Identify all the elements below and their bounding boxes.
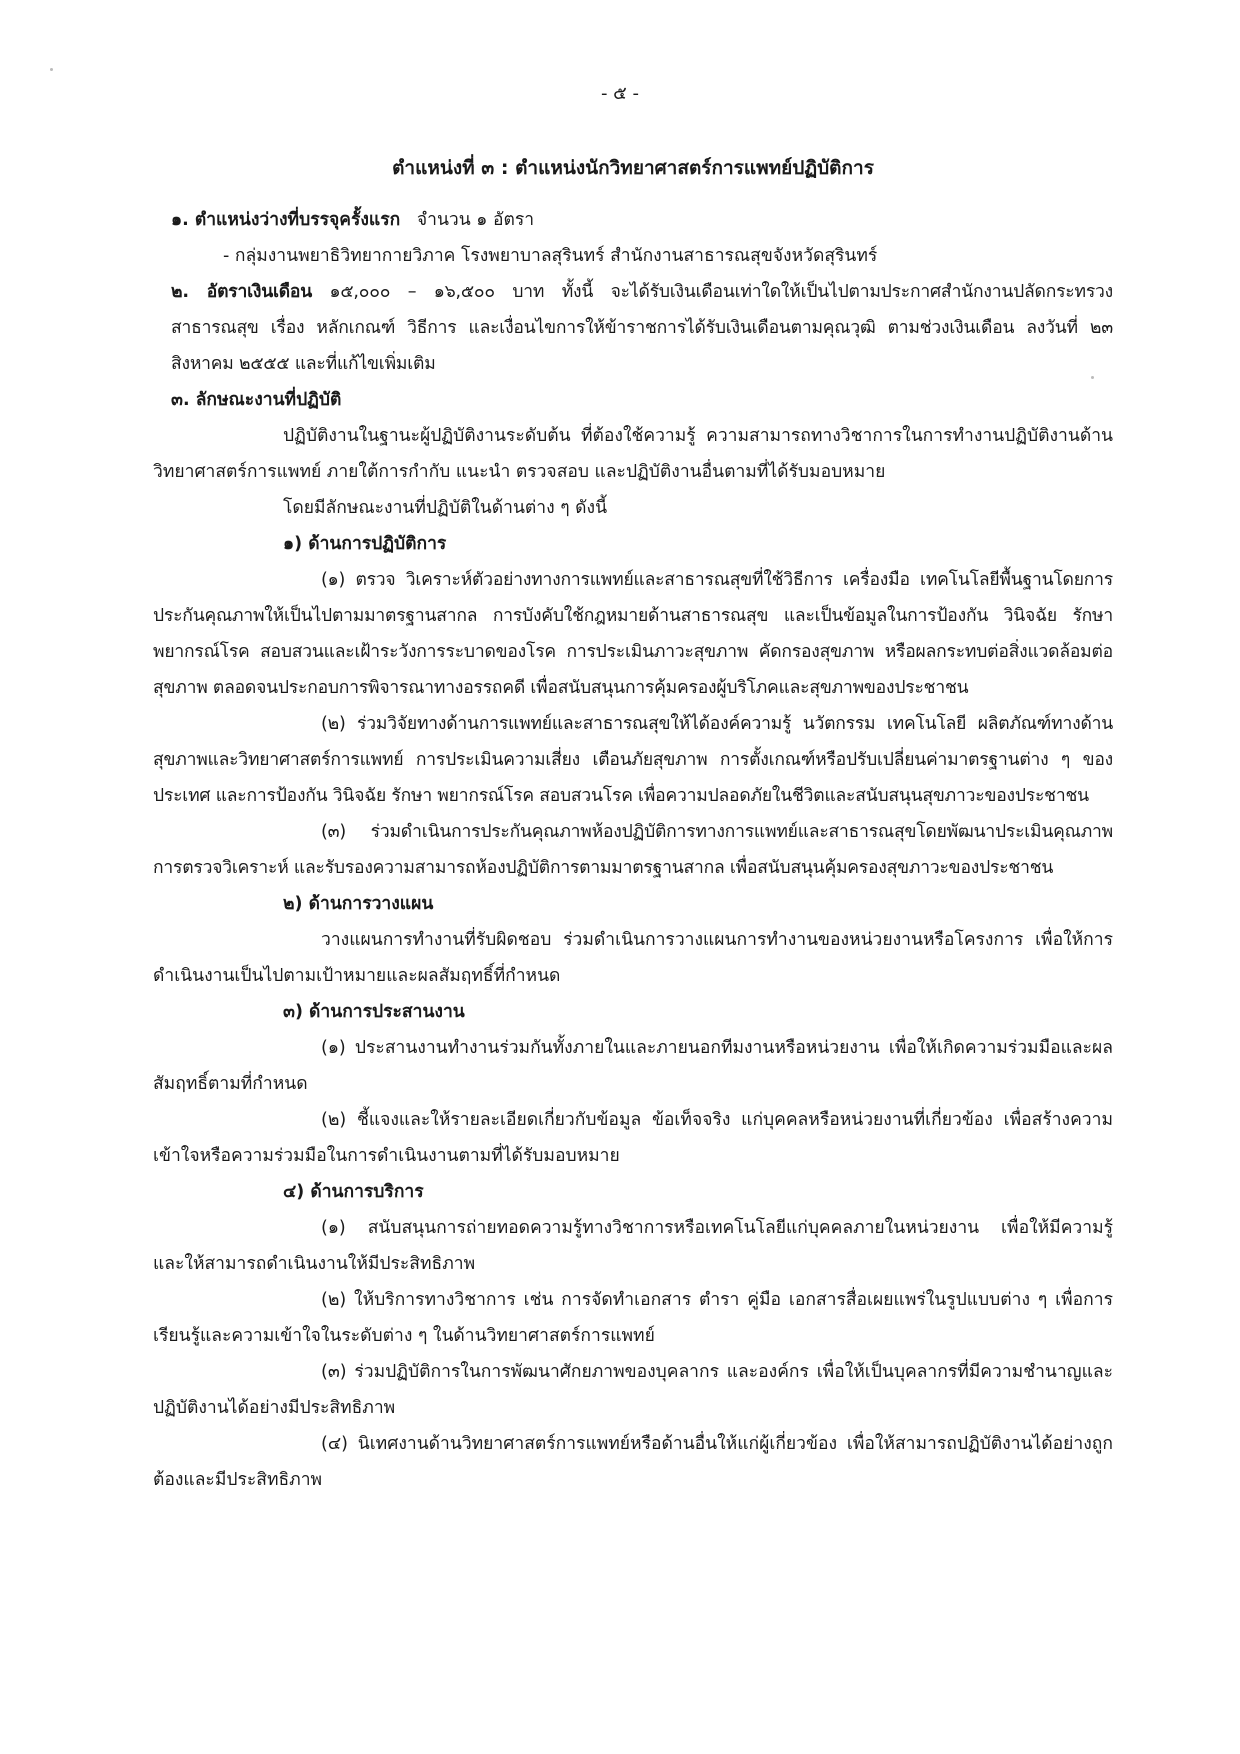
section-1 xyxy=(153,202,1113,238)
page-title: ตำแหน่งที่ ๓ : ตำแหน่งนักวิทยาศาสตร์การแพทย์ปฏิบัติการ xyxy=(392,157,874,179)
duty-planning-heading: ๒) ด้านการวางแผน xyxy=(283,894,434,914)
section-3-heading: ๓. ลักษณะงานที่ปฏิบัติ xyxy=(171,390,342,410)
duty-coordination-heading: ๓) ด้านการประสานงาน xyxy=(283,1002,465,1022)
duty-item: (๑) ประสานงานทำงานร่วมกันทั้งภายในและภายนอกทีมงานหรือหน่วยงาน เพื่อให้เกิดความร่วมมือและผลสัมฤทธิ์ตามที่กำหนด xyxy=(153,1038,1113,1094)
section-2-heading: ๒. อัตราเงินเดือน xyxy=(171,282,312,302)
duty-item: (๑) ตรวจ วิเคราะห์ตัวอย่างทางการแพทย์และสาธารณสุขที่ใช้วิธีการ เครื่องมือ เทคโนโลยีพื้นฐานโดยการประกันคุณภาพให้เป็นไปตามมาตรฐานสากล การบังคับใช้กฎหมายด้านสาธารณสุข และเป็นข้อมูลในการป้องกัน วินิจฉัย รักษา พยากรณ์โรค สอบสวนและเฝ้าระวังการระบาดของโรค การประเมินภาวะสุขภาพ คัดกรองสุขภาพ หรือผลกระทบต่อสิ่งแวดล้อมต่อสุขภาพ ตลอดจนประกอบการพิจารณาทางอรรถคดี เพื่อสนับสนุนการคุ้มครองผู้บริโภคและสุขภาพของประชาชน xyxy=(153,570,1113,698)
duty-item: (๓) ร่วมดำเนินการประกันคุณภาพห้องปฏิบัติการทางการแพทย์และสาธารณสุขโดยพัฒนาประเมินคุณภาพการตรวจวิเคราะห์ และรับรองความสามารถห้องปฏิบัติการตามมาตรฐานสากล เพื่อสนับสนุนคุ้มครองสุขภาวะของประชาชน xyxy=(153,822,1113,878)
document-body xyxy=(153,150,1113,1498)
duty-item: (๓) ร่วมปฏิบัติการในการพัฒนาศักยภาพของบุคลากร และองค์กร เพื่อให้เป็นบุคลากรที่มีความชำนาญและปฏิบัติงานได้อย่างมีประสิทธิภาพ xyxy=(153,1362,1113,1418)
duty-item: วางแผนการทำงานที่รับผิดชอบ ร่วมดำเนินการวางแผนการทำงานของหน่วยงานหรือโครงการ เพื่อให้การดำเนินงานเป็นไปตามเป้าหมายและผลสัมฤทธิ์ที่กำหนด xyxy=(153,930,1113,986)
duty-item: (๒) ร่วมวิจัยทางด้านการแพทย์และสาธารณสุขให้ได้องค์ความรู้ นวัตกรรม เทคโนโลยี ผลิตภัณฑ์ทางด้านสุขภาพและวิทยาศาสตร์การแพทย์ การประเมินความเสี่ยง เตือนภัยสุขภาพ การตั้งเกณฑ์หรือปรับเปลี่ยนค่ามาตรฐานต่าง ๆ ของประเทศ และการป้องกัน วินิจฉัย รักษา พยากรณ์โรค สอบสวนโรค เพื่อความปลอดภัยในชีวิตและสนับสนุนสุขภาวะของประชาชน xyxy=(153,714,1113,806)
duty-service-heading: ๔) ด้านการบริการ xyxy=(283,1182,424,1202)
section-2 xyxy=(153,274,1113,382)
section-1-heading: ๑. ตำแหน่งว่างที่บรรจุครั้งแรก xyxy=(171,210,401,230)
duty-operations-heading: ๑) ด้านการปฏิบัติการ xyxy=(283,534,447,554)
section-3-lead: โดยมีลักษณะงานที่ปฏิบัติในด้านต่าง ๆ ดังนี้ xyxy=(283,498,608,518)
unit-line: - กลุ่มงานพยาธิวิทยากายวิภาค โรงพยาบาลสุรินทร์ สำนักงานสาธารณสุขจังหวัดสุรินทร์ xyxy=(223,246,878,266)
duty-item: (๒) ให้บริการทางวิชาการ เช่น การจัดทำเอกสาร ตำรา คู่มือ เอกสารสื่อเผยแพร่ในรูปแบบต่าง ๆ เพื่อการเรียนรู้และความเข้าใจในระดับต่าง ๆ ในด้านวิทยาศาสตร์การแพทย์ xyxy=(153,1290,1113,1346)
salary-text: ๑๕,๐๐๐ – ๑๖,๕๐๐ บาท ทั้งนี้ จะได้รับเงินเดือนเท่าใดให้เป็นไปตามประกาศสำนักงานปลัดกระทรวงสาธารณสุข เรื่อง หลักเกณฑ์ วิธีการ และเงื่อนไขการให้ข้าราชการได้รับเงินเดือนตามคุณวุฒิ ตามช่วงเงินเดือน ลงวันที่ ๒๓ สิงหาคม ๒๕๕๕ และที่แก้ไขเพิ่มเติม xyxy=(171,282,1113,374)
duty-item: (๒) ชี้แจงและให้รายละเอียดเกี่ยวกับข้อมูล ข้อเท็จจริง แก่บุคคลหรือหน่วยงานที่เกี่ยวข้อง เพื่อสร้างความเข้าใจหรือความร่วมมือในการดำเนินงานตามที่ได้รับมอบหมาย xyxy=(153,1110,1113,1166)
section-3-intro: ปฏิบัติงานในฐานะผู้ปฏิบัติงานระดับต้น ที่ต้องใช้ความรู้ ความสามารถทางวิชาการในการทำงานปฏิบัติงานด้านวิทยาศาสตร์การแพทย์ ภายใต้การกำกับ แนะนำ ตรวจสอบ และปฏิบัติงานอื่นตามที่ได้รับมอบหมาย xyxy=(153,426,1113,482)
page-number: - ๕ - xyxy=(600,83,640,104)
duty-item: (๑) สนับสนุนการถ่ายทอดความรู้ทางวิชาการหรือเทคโนโลยีแก่บุคคลภายในหน่วยงาน เพื่อให้มีความรู้ และให้สามารถดำเนินงานให้มีประสิทธิภาพ xyxy=(153,1218,1113,1274)
position-count: จำนวน ๑ อัตรา xyxy=(416,210,535,230)
scan-speck xyxy=(50,68,53,71)
duty-item: (๔) นิเทศงานด้านวิทยาศาสตร์การแพทย์หรือด้านอื่นให้แก่ผู้เกี่ยวข้อง เพื่อให้สามารถปฏิบัติงานได้อย่างถูกต้องและมีประสิทธิภาพ xyxy=(153,1434,1113,1490)
